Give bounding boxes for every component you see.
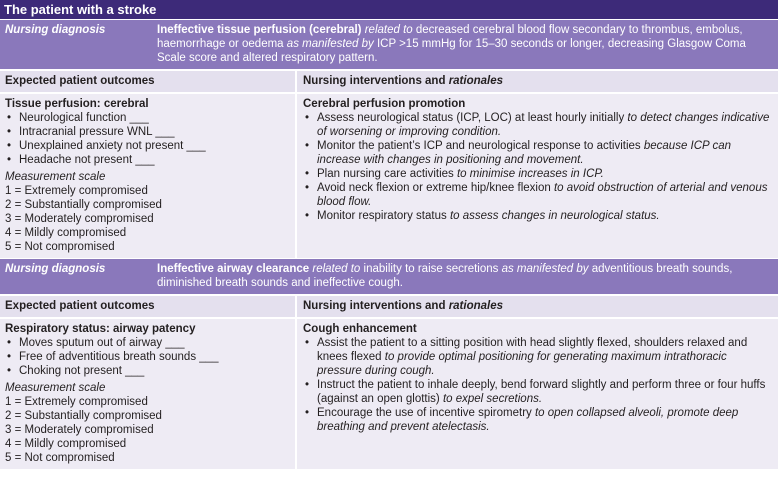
- outcome-list: [5, 336, 290, 378]
- intervention-action: Assess neurological status (ICP, LOC) at least hourly initially: [317, 112, 628, 124]
- scale-title: Measurement scale: [5, 382, 106, 394]
- interventions-header: [295, 296, 778, 317]
- intervention-item: [303, 111, 772, 139]
- outcomes-header: Expected patient outcomes: [5, 300, 155, 312]
- diagnosis-term: Ineffective tissue perfusion (cerebral): [157, 24, 362, 36]
- scale-title: Measurement scale: [5, 171, 106, 183]
- diagnosis-related: related to: [312, 263, 361, 275]
- intervention-action: Avoid neck flexion or extreme hip/knee flexion: [317, 182, 554, 194]
- diagnosis-block-1: [0, 19, 778, 258]
- interventions-header: [295, 71, 778, 92]
- intervention-item: [303, 209, 772, 223]
- outcome-item: • Choking not present ___: [5, 364, 290, 378]
- diagnosis-manifested: as manifested by: [501, 263, 589, 275]
- scale-item: 1 = Extremely compromised: [5, 185, 148, 197]
- intervention-action: Instruct the patient to inhale deeply, bend forward slightly and perform three or four huffs (against an open glottis): [317, 379, 766, 405]
- scale-item: 3 = Moderately compromised: [5, 424, 154, 436]
- diagnosis-block-2: [0, 258, 778, 469]
- intervention-item: [303, 406, 772, 434]
- scale-item: 2 = Substantially compromised: [5, 199, 162, 211]
- intervention-action: Encourage the use of incentive spirometry: [317, 407, 535, 419]
- interventions-header-text: Nursing interventions and: [303, 300, 449, 312]
- intervention-item: [303, 181, 772, 209]
- intervention-rationale: to provide optimal positioning for generating maximum intrathoracic pressure during cough.: [317, 351, 727, 377]
- intervention-action: Assist the patient to a sitting position with head slightly flexed, shoulders relaxed and knees flexed: [317, 337, 748, 363]
- diagnosis-cause: decreased cerebral blood flow secondary to thrombus, embolus, haemorrhage or oedema: [157, 24, 743, 50]
- intervention-action: Plan nursing care activities: [317, 168, 457, 180]
- diagnosis-text: [157, 259, 778, 294]
- diagnosis-term: Ineffective airway clearance: [157, 263, 310, 275]
- intervention-rationale: to detect changes indicative of worsening or improving condition.: [317, 112, 770, 138]
- content-row: [0, 92, 778, 258]
- scale-item: 5 = Not compromised: [5, 452, 115, 464]
- measurement-scale: [5, 184, 290, 254]
- measurement-scale: [5, 395, 290, 465]
- header-row: [0, 294, 778, 317]
- intervention-rationale: to open collapsed alveoli, promote deep breathing and prevent atelectasis.: [317, 407, 739, 433]
- scale-item: 3 = Moderately compromised: [5, 213, 154, 225]
- header-row: [0, 69, 778, 92]
- outcome-item: • Free of adventitious breath sounds ___: [5, 350, 290, 364]
- outcome-item: • Headache not present ___: [5, 153, 290, 167]
- content-row: [0, 317, 778, 469]
- intervention-rationale: because ICP can increase with changes in positioning and movement.: [317, 140, 732, 166]
- interventions-header-rationales: rationales: [448, 75, 504, 87]
- intervention-rationale: to avoid obstruction of arterial and venous blood flow.: [317, 182, 768, 208]
- outcome-item: • Neurological function ___: [5, 111, 290, 125]
- intervention-action: Monitor the patient’s ICP and neurological response to activities: [317, 140, 644, 152]
- outcomes-cell: [0, 94, 295, 258]
- intervention-list: [303, 336, 772, 434]
- diagnosis-label: Nursing diagnosis: [5, 24, 106, 36]
- diagnosis-related: related to: [364, 24, 413, 36]
- interventions-cell: [295, 319, 778, 469]
- outcome-item: • Intracranial pressure WNL ___: [5, 125, 290, 139]
- scale-item: 1 = Extremely compromised: [5, 396, 148, 408]
- outcomes-cell: [0, 319, 295, 469]
- scale-item: 4 = Mildly compromised: [5, 438, 127, 450]
- scale-item: 2 = Substantially compromised: [5, 410, 162, 422]
- interventions-header-text: Nursing interventions and: [303, 75, 449, 87]
- scale-item: 5 = Not compromised: [5, 241, 115, 253]
- intervention-title: Cough enhancement: [303, 323, 417, 335]
- intervention-item: [303, 139, 772, 167]
- diagnosis-row: [0, 19, 778, 69]
- interventions-cell: [295, 94, 778, 258]
- outcome-title: Tissue perfusion: cerebral: [5, 98, 149, 110]
- scale-item: 4 = Mildly compromised: [5, 227, 127, 239]
- diagnosis-signs: ICP >15 mmHg for 15–30 seconds or longer, decreasing Glasgow Coma Scale score and altered respiratory pattern.: [157, 38, 746, 64]
- intervention-action: Monitor respiratory status: [317, 210, 450, 222]
- intervention-item: [303, 336, 772, 378]
- table-title: The patient with a stroke: [0, 0, 778, 19]
- diagnosis-label: Nursing diagnosis: [5, 263, 106, 275]
- outcomes-header: Expected patient outcomes: [5, 75, 155, 87]
- intervention-rationale: to assess changes in neurological status.: [449, 210, 660, 222]
- diagnosis-manifested: as manifested by: [286, 38, 374, 50]
- diagnosis-row: [0, 258, 778, 294]
- outcome-list: [5, 111, 290, 167]
- outcome-item: • Unexplained anxiety not present ___: [5, 139, 290, 153]
- diagnosis-text: [157, 20, 778, 69]
- outcome-item: • Moves sputum out of airway ___: [5, 336, 290, 350]
- diagnosis-cause: inability to raise secretions: [363, 263, 499, 275]
- diagnosis-signs: adventitious breath sounds, diminished breath sounds and ineffective cough.: [157, 263, 733, 289]
- intervention-rationale: to expel secretions.: [442, 393, 543, 405]
- intervention-item: [303, 378, 772, 406]
- intervention-title: Cerebral perfusion promotion: [303, 98, 466, 110]
- intervention-rationale: to minimise increases in ICP.: [456, 168, 604, 180]
- interventions-header-rationales: rationales: [448, 300, 504, 312]
- intervention-list: [303, 111, 772, 223]
- intervention-item: [303, 167, 772, 181]
- outcome-title: Respiratory status: airway patency: [5, 323, 196, 335]
